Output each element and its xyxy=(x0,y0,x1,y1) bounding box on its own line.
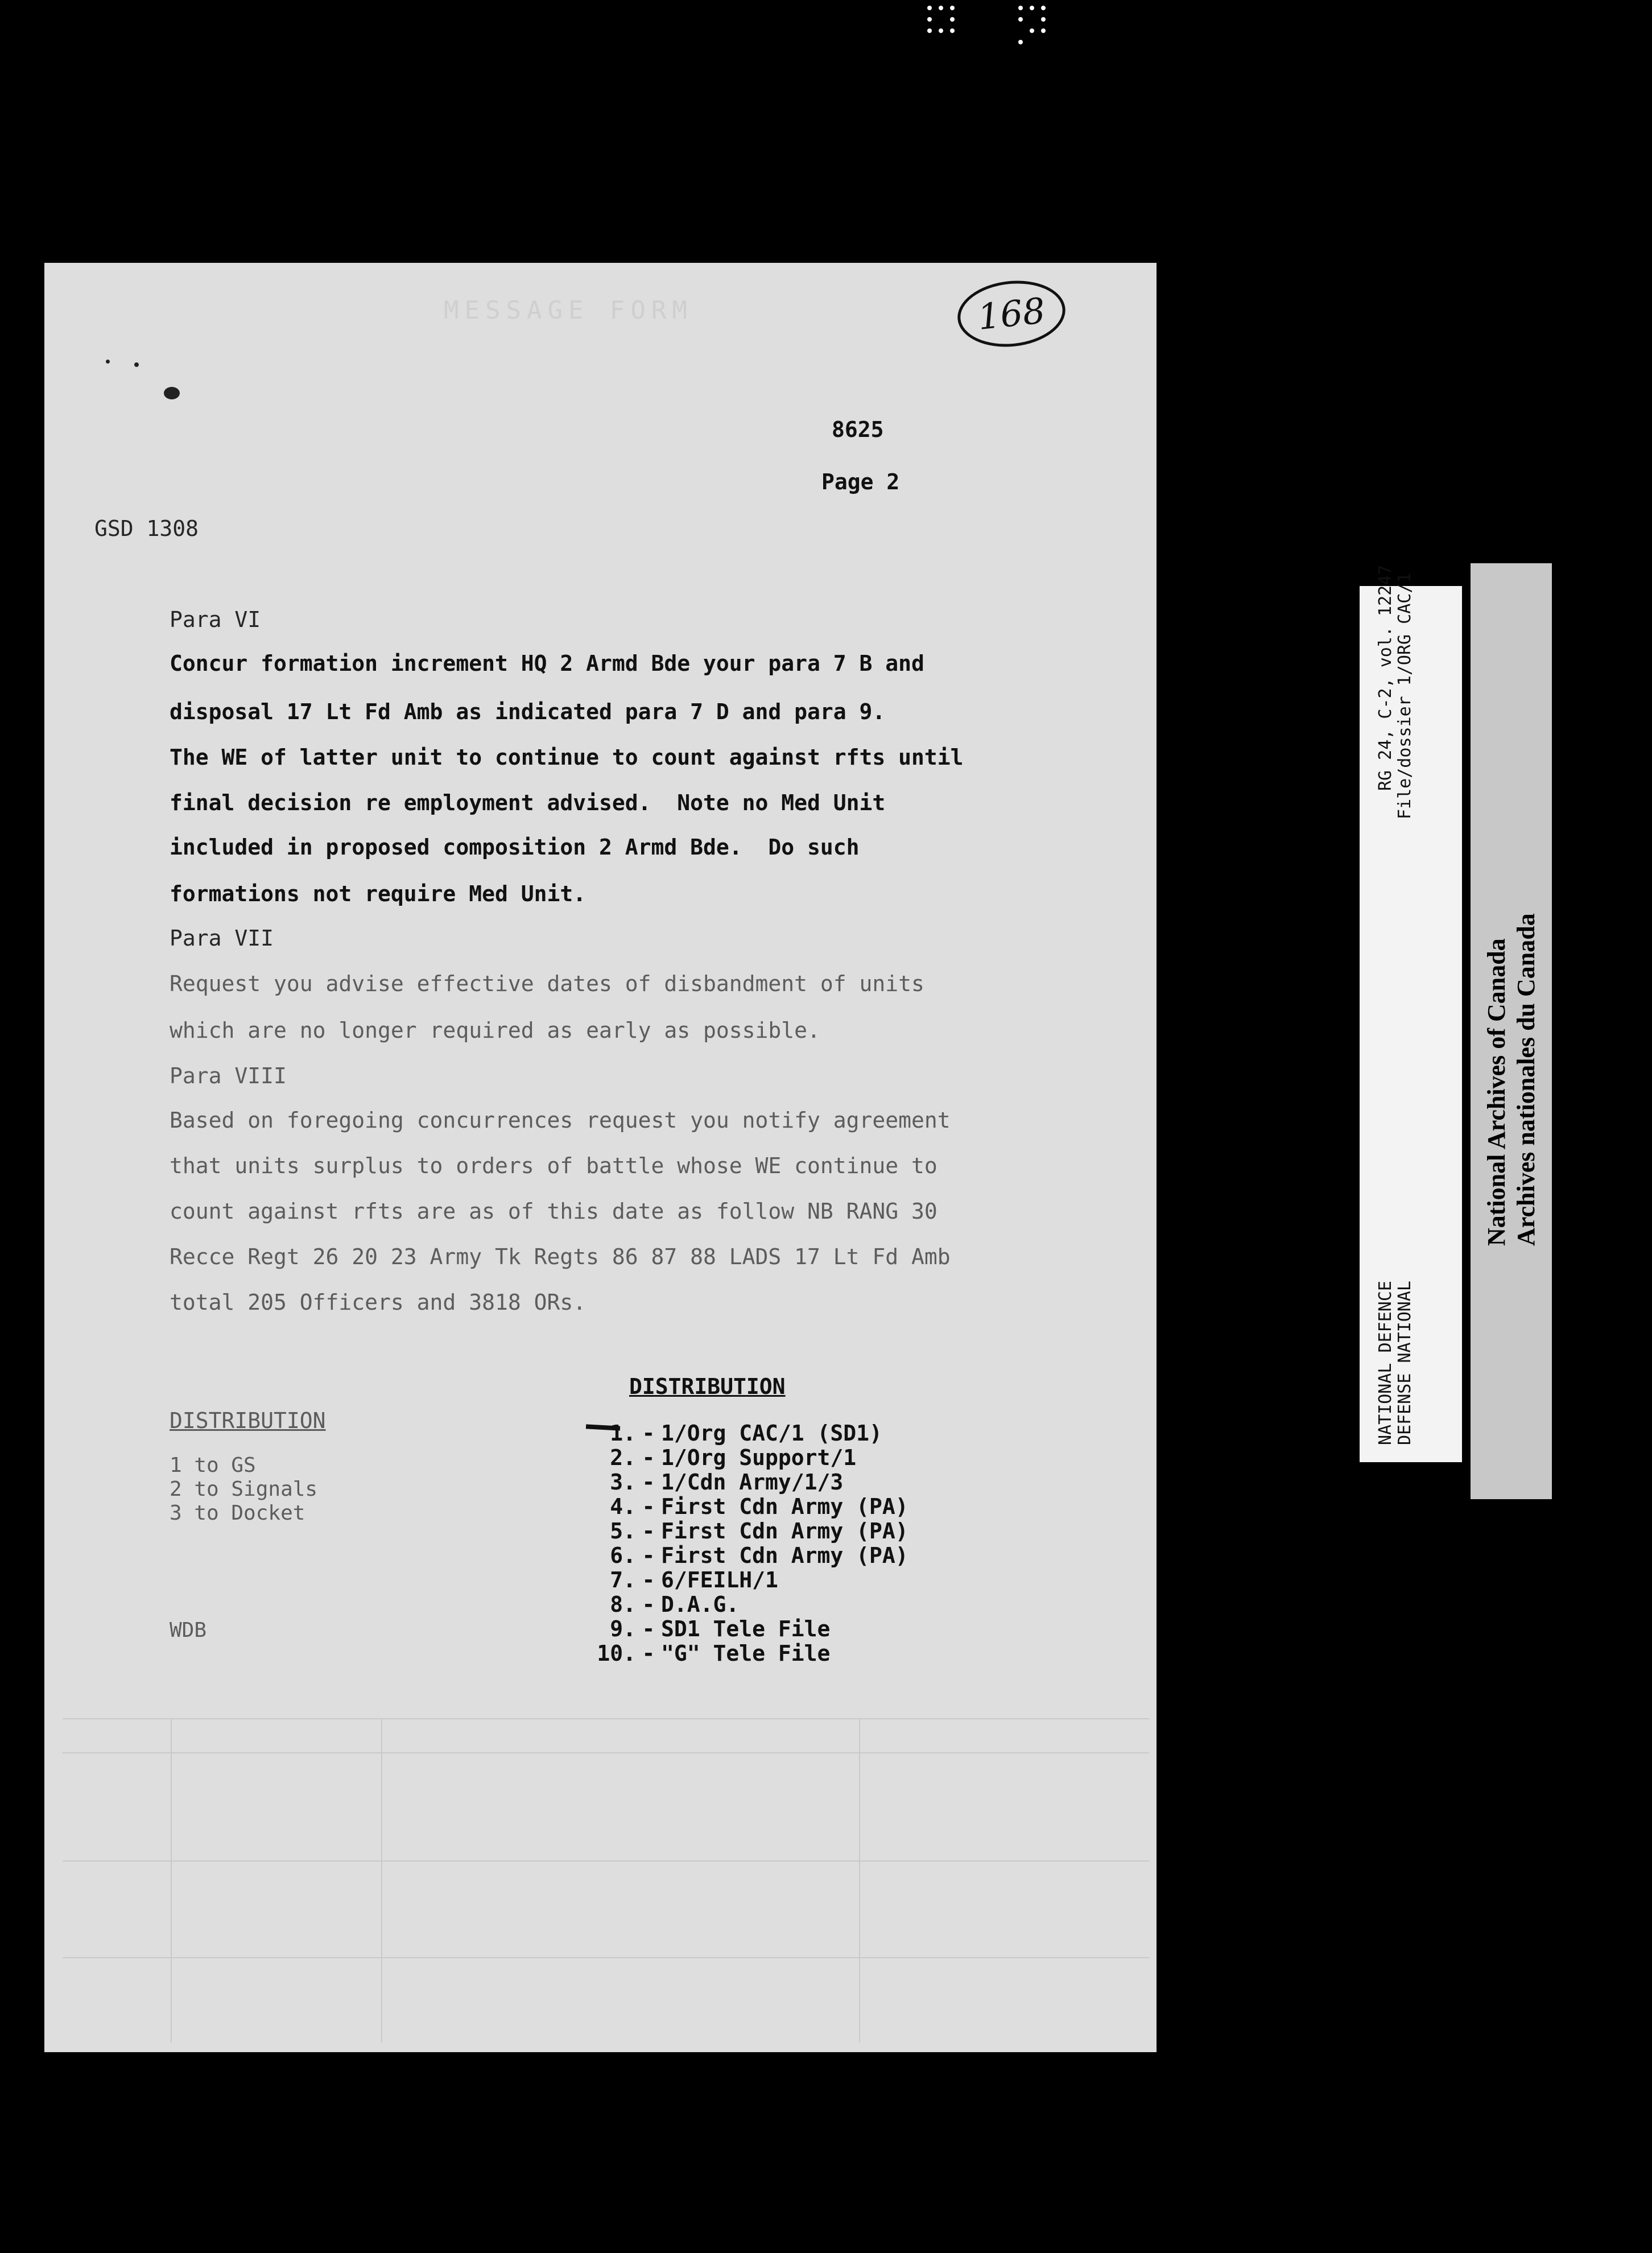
para-6-line: formations not require Med Unit. xyxy=(170,881,587,906)
list-item: 9. - SD1 Tele File xyxy=(610,1616,831,1641)
rg-reference: RG 24, C-2, vol. 12247 xyxy=(1376,564,1395,791)
list-item: 3. - 1/Cdn Army/1/3 xyxy=(610,1470,844,1495)
archives-name-fr: Archives nationales du Canada xyxy=(1512,913,1540,1246)
list-item: 5. - First Cdn Army (PA) xyxy=(610,1518,908,1544)
page-indicator: Page 2 xyxy=(821,469,900,494)
list-item: 4. - First Cdn Army (PA) xyxy=(610,1494,908,1519)
faded-form-title: MESSAGE FORM xyxy=(444,296,693,325)
list-item: 1. - 1/Org CAC/1 (SD1) xyxy=(610,1421,882,1446)
archives-name-en: National Archives of Canada xyxy=(1482,938,1510,1246)
initials: WDB xyxy=(170,1619,207,1642)
para-6-line: final decision re employment advised. Note no Med Unit xyxy=(170,790,886,815)
left-distribution-item: 1 to GS xyxy=(170,1454,256,1477)
para-8-line: count against rfts are as of this date as follow NB RANG 30 xyxy=(170,1199,937,1224)
file-reference: File/dossier 1/ORG CAC/1 xyxy=(1395,572,1415,819)
archive-reference-label xyxy=(1360,564,1462,1462)
department-en: NATIONAL DEFENCE xyxy=(1376,1281,1395,1445)
ink-speck xyxy=(106,360,110,364)
department-fr: DEFENSE NATIONAL xyxy=(1395,1281,1415,1445)
list-item: 7. - 6/FEILH/1 xyxy=(610,1567,778,1592)
faded-form-grid xyxy=(63,1718,1149,2042)
list-item: 6. - First Cdn Army (PA) xyxy=(610,1543,908,1568)
left-distribution-item: 2 to Signals xyxy=(170,1478,318,1501)
left-distribution-item: 3 to Docket xyxy=(170,1501,305,1525)
para-6-heading: Para VI xyxy=(170,607,261,632)
para-6-line: disposal 17 Lt Fd Amb as indicated para 7 D and para 9. xyxy=(170,699,886,724)
para-8-line: Recce Regt 26 20 23 Army Tk Regts 86 87 88 LADS 17 Lt Fd Amb xyxy=(170,1244,951,1269)
para-8-heading: Para VIII xyxy=(170,1063,287,1088)
national-archives-label xyxy=(1471,563,1552,1499)
reference-number: GSD 1308 xyxy=(94,516,199,541)
ink-speck xyxy=(134,362,139,367)
folio-stamp: 168 xyxy=(955,275,1069,352)
list-item: 8. - D.A.G. xyxy=(610,1592,740,1617)
right-distribution-heading: DISTRIBUTION xyxy=(629,1374,786,1399)
ink-blot xyxy=(164,387,180,399)
para-6-line: The WE of latter unit to continue to count against rfts until xyxy=(170,745,964,770)
para-7-heading: Para VII xyxy=(170,926,274,951)
para-7-line: Request you advise effective dates of disbandment of units xyxy=(170,971,924,996)
para-8-line: that units surplus to orders of battle whose WE continue to xyxy=(170,1153,937,1178)
serial-number: 8625 xyxy=(832,417,884,442)
film-frame-marks xyxy=(910,0,1081,51)
para-6-line: Concur formation increment HQ 2 Armd Bde your para 7 B and xyxy=(170,651,924,676)
para-8-line: Based on foregoing concurrences request you notify agreement xyxy=(170,1108,951,1133)
list-item: 2. - 1/Org Support/1 xyxy=(610,1445,857,1470)
right-distribution-list xyxy=(590,1421,908,1666)
left-distribution-heading: DISTRIBUTION xyxy=(170,1408,326,1433)
para-8-line: total 205 Officers and 3818 ORs. xyxy=(170,1290,587,1315)
para-6-line: included in proposed composition 2 Armd Bde. Do such xyxy=(170,835,860,860)
para-7-line: which are no longer required as early as possible. xyxy=(170,1018,820,1043)
list-item: 10. - "G" Tele File xyxy=(597,1641,831,1666)
